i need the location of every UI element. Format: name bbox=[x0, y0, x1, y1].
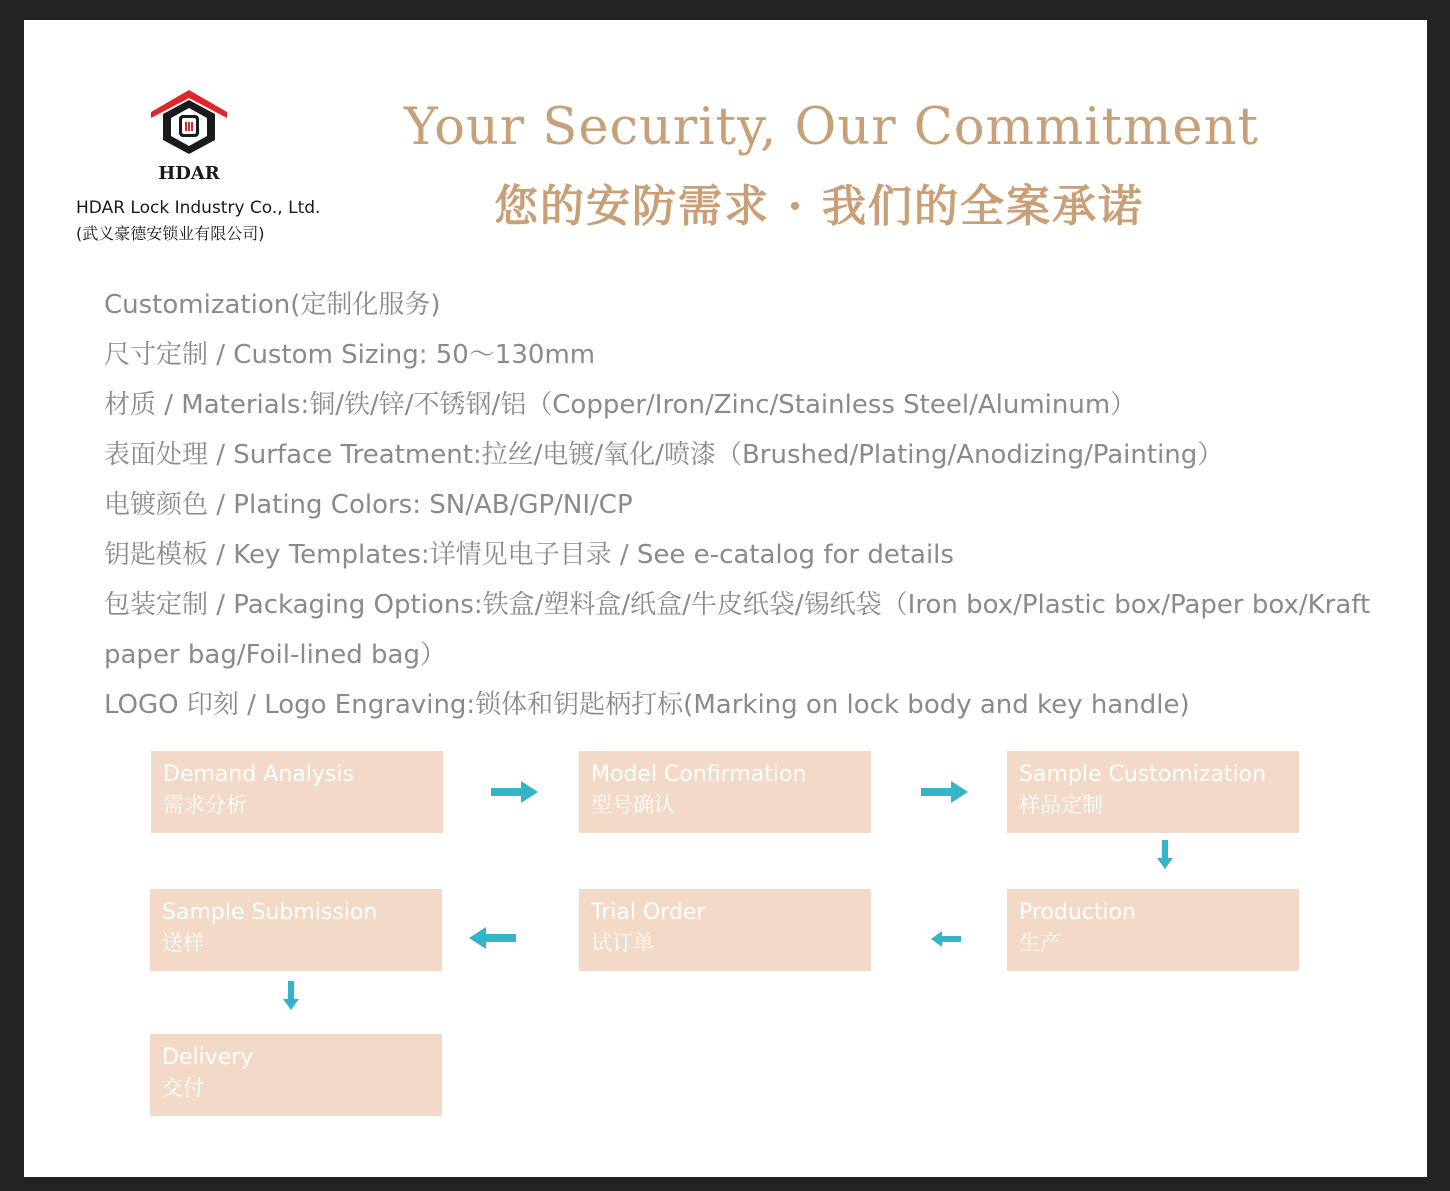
step-label-en: Trial Order bbox=[591, 900, 706, 925]
customization-specs bbox=[104, 280, 1394, 730]
step-model-confirmation bbox=[579, 751, 871, 833]
step-delivery bbox=[150, 1034, 442, 1116]
specs-heading: Customization(定制化服务) bbox=[104, 290, 441, 320]
spec-custom-sizing: 尺寸定制 / Custom Sizing: 50～130mm bbox=[104, 340, 596, 370]
arrow-down-icon bbox=[1156, 840, 1174, 870]
catalog-page bbox=[24, 20, 1427, 1177]
arrow-right-icon bbox=[921, 780, 969, 804]
spec-logo-engraving: LOGO 印刻 / Logo Engraving:锁体和钥匙柄打标(Marking on lock body and key handle) bbox=[104, 690, 1190, 720]
step-demand-analysis bbox=[151, 751, 443, 833]
arrow-right-icon bbox=[491, 780, 539, 804]
slogan-chinese: 您的安防需求 · 我们的全案承诺 bbox=[494, 181, 1144, 232]
step-label-en: Sample Submission bbox=[162, 900, 378, 925]
step-sample-submission bbox=[150, 889, 442, 971]
spec-plating-colors: 电镀颜色 / Plating Colors: SN/AB/GP/NI/CP bbox=[104, 490, 633, 520]
step-label-cn: 生产 bbox=[1019, 931, 1061, 955]
step-label-cn: 送样 bbox=[162, 931, 204, 955]
step-label-en: Model Confirmation bbox=[591, 762, 807, 787]
step-label-cn: 型号确认 bbox=[591, 793, 675, 817]
step-production bbox=[1007, 889, 1299, 971]
spec-key-templates: 钥匙模板 / Key Templates:详情见电子目录 / See e-catalog for details bbox=[104, 540, 954, 570]
company-name-cn: (武义豪德安锁业有限公司) bbox=[76, 224, 265, 243]
spec-packaging-options: 包装定制 / Packaging Options:铁盒/塑料盒/纸盒/牛皮纸袋/锡纸袋（Iron box/Plastic box/Paper box/Kraft paper bag/Foil-lined bag） bbox=[104, 590, 1371, 670]
step-label-cn: 需求分析 bbox=[163, 793, 247, 817]
step-sample-customization bbox=[1007, 751, 1299, 833]
step-label-en: Delivery bbox=[162, 1045, 254, 1070]
slogan-english: Your Security, Our Commitment bbox=[404, 98, 1259, 157]
hdar-logo-icon bbox=[149, 88, 229, 158]
brand-name: HDAR bbox=[158, 163, 220, 184]
arrow-left-icon bbox=[469, 926, 517, 950]
step-label-cn: 样品定制 bbox=[1019, 793, 1103, 817]
step-label-cn: 试订单 bbox=[591, 931, 654, 955]
spec-surface-treatment: 表面处理 / Surface Treatment:拉丝/电镀/氧化/喷漆（Brushed/Plating/Anodizing/Painting） bbox=[104, 440, 1224, 470]
spec-materials: 材质 / Materials:铜/铁/锌/不锈钢/铝（Copper/Iron/Zinc/Stainless Steel/Aluminum） bbox=[104, 390, 1137, 420]
step-trial-order bbox=[579, 889, 871, 971]
step-label-cn: 交付 bbox=[162, 1076, 204, 1100]
arrow-left-icon bbox=[930, 930, 962, 948]
step-label-en: Sample Customization bbox=[1019, 762, 1267, 787]
step-label-en: Production bbox=[1019, 900, 1137, 925]
step-label-en: Demand Analysis bbox=[163, 762, 354, 787]
arrow-down-icon bbox=[282, 981, 300, 1011]
company-name-en: HDAR Lock Industry Co., Ltd. bbox=[76, 198, 321, 218]
